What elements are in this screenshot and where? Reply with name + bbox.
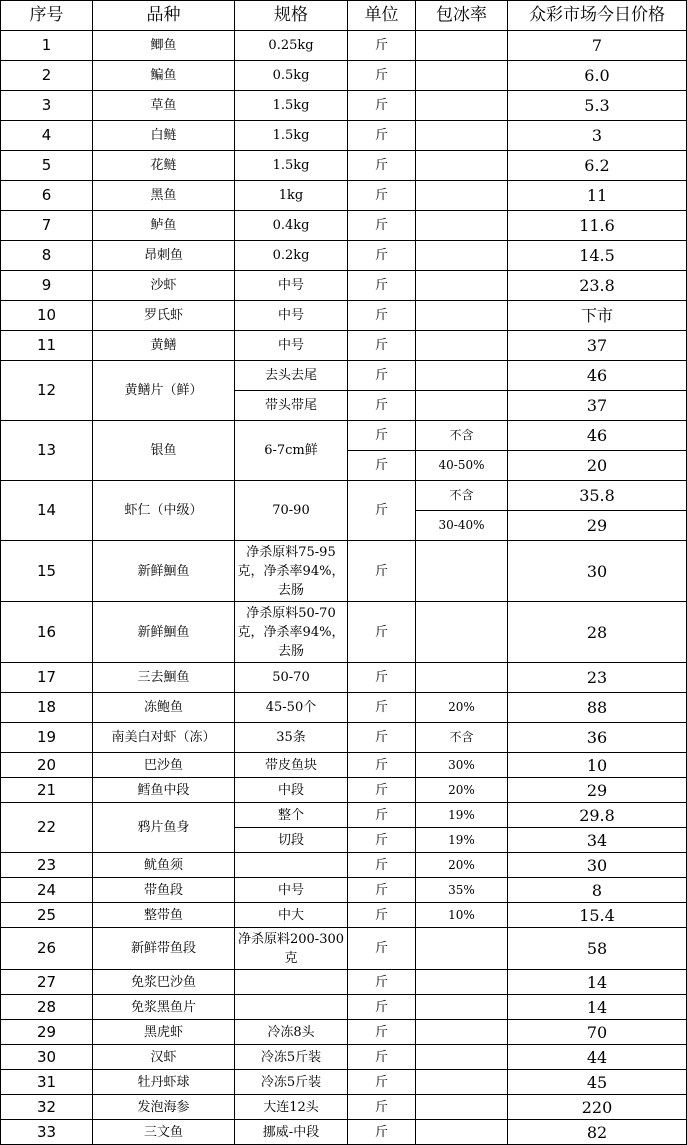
- row-number: 28: [1, 995, 93, 1020]
- unit-cell: 斤: [348, 1120, 416, 1145]
- unit-cell: 斤: [348, 853, 416, 878]
- unit-cell: 斤: [348, 778, 416, 803]
- unit-cell: 斤: [348, 181, 416, 211]
- price-cell: 29.8: [508, 803, 687, 828]
- table-row: [1, 331, 687, 361]
- unit-cell: 斤: [348, 878, 416, 903]
- ice-rate-cell: [416, 663, 508, 693]
- variety-cell: 鳕鱼中段: [93, 778, 235, 803]
- table-row: [1, 1020, 687, 1045]
- unit-cell: 斤: [348, 391, 416, 421]
- row-number: 14: [1, 481, 93, 541]
- row-number: 2: [1, 61, 93, 91]
- price-cell: 7: [508, 31, 687, 61]
- variety-cell: 南美白对虾（冻）: [93, 723, 235, 753]
- row-number: 4: [1, 121, 93, 151]
- header-variety: 品种: [93, 1, 235, 31]
- variety-cell: 三文鱼: [93, 1120, 235, 1145]
- price-cell: 下市: [508, 301, 687, 331]
- spec-cell: 中号: [235, 331, 348, 361]
- spec-cell: 中号: [235, 271, 348, 301]
- unit-cell: 斤: [348, 1095, 416, 1120]
- table-row: [1, 61, 687, 91]
- price-cell: 220: [508, 1095, 687, 1120]
- header-unit: 单位: [348, 1, 416, 31]
- table-row: [1, 903, 687, 928]
- spec-cell: 切段: [235, 828, 348, 853]
- price-cell: 23: [508, 663, 687, 693]
- row-number: 21: [1, 778, 93, 803]
- variety-cell: 整带鱼: [93, 903, 235, 928]
- header-no: 序号: [1, 1, 93, 31]
- variety-cell: 白鲢: [93, 121, 235, 151]
- ice-rate-cell: [416, 121, 508, 151]
- row-number: 22: [1, 803, 93, 853]
- ice-rate-cell: [416, 1070, 508, 1095]
- price-cell: 14: [508, 970, 687, 995]
- ice-rate-cell: 35%: [416, 878, 508, 903]
- table-row: [1, 995, 687, 1020]
- ice-rate-cell: [416, 970, 508, 995]
- table-row: [1, 778, 687, 803]
- spec-cell: 1.5kg: [235, 151, 348, 181]
- spec-cell: 净杀原料50-70克，净杀率94%，去肠: [235, 602, 348, 663]
- price-cell: 14.5: [508, 241, 687, 271]
- spec-cell: 中号: [235, 301, 348, 331]
- row-number: 24: [1, 878, 93, 903]
- unit-cell: 斤: [348, 451, 416, 481]
- unit-cell: 斤: [348, 31, 416, 61]
- table-row: [1, 723, 687, 753]
- row-number: 11: [1, 331, 93, 361]
- ice-rate-cell: [416, 61, 508, 91]
- price-cell: 36: [508, 723, 687, 753]
- spec-cell: 中号: [235, 878, 348, 903]
- spec-cell: [235, 995, 348, 1020]
- table-header-row: [1, 1, 687, 31]
- variety-cell: 银鱼: [93, 421, 235, 481]
- ice-rate-cell: 19%: [416, 803, 508, 828]
- ice-rate-cell: 20%: [416, 693, 508, 723]
- ice-rate-cell: 30%: [416, 753, 508, 778]
- ice-rate-cell: [416, 391, 508, 421]
- price-cell: 3: [508, 121, 687, 151]
- spec-cell: 70-90: [235, 481, 348, 541]
- variety-cell: 黄鳝: [93, 331, 235, 361]
- ice-rate-cell: [416, 211, 508, 241]
- row-number: 29: [1, 1020, 93, 1045]
- row-number: 10: [1, 301, 93, 331]
- variety-cell: 新鲜带鱼段: [93, 928, 235, 970]
- ice-rate-cell: [416, 1045, 508, 1070]
- row-number: 1: [1, 31, 93, 61]
- price-cell: 28: [508, 602, 687, 663]
- unit-cell: 斤: [348, 723, 416, 753]
- price-cell: 14: [508, 995, 687, 1020]
- row-number: 12: [1, 361, 93, 421]
- table-row: [1, 853, 687, 878]
- table-row: [1, 602, 687, 663]
- table-row: [1, 1095, 687, 1120]
- table-row: [1, 970, 687, 995]
- price-cell: 58: [508, 928, 687, 970]
- row-number: 27: [1, 970, 93, 995]
- spec-cell: 0.5kg: [235, 61, 348, 91]
- price-cell: 8: [508, 878, 687, 903]
- ice-rate-cell: [416, 928, 508, 970]
- variety-cell: 汉虾: [93, 1045, 235, 1070]
- price-cell: 15.4: [508, 903, 687, 928]
- unit-cell: 斤: [348, 1045, 416, 1070]
- price-cell: 45: [508, 1070, 687, 1095]
- variety-cell: 鱿鱼须: [93, 853, 235, 878]
- ice-rate-cell: 不含: [416, 421, 508, 451]
- unit-cell: 斤: [348, 1020, 416, 1045]
- row-number: 15: [1, 541, 93, 602]
- price-cell: 11: [508, 181, 687, 211]
- variety-cell: 巴沙鱼: [93, 753, 235, 778]
- header-ice: 包冰率: [416, 1, 508, 31]
- spec-cell: 35条: [235, 723, 348, 753]
- spec-cell: 1.5kg: [235, 91, 348, 121]
- header-spec: 规格: [235, 1, 348, 31]
- price-cell: 20: [508, 451, 687, 481]
- ice-rate-cell: 20%: [416, 778, 508, 803]
- unit-cell: 斤: [348, 928, 416, 970]
- price-cell: 37: [508, 391, 687, 421]
- unit-cell: 斤: [348, 211, 416, 241]
- variety-cell: 三去鮰鱼: [93, 663, 235, 693]
- unit-cell: 斤: [348, 753, 416, 778]
- variety-cell: 黑虎虾: [93, 1020, 235, 1045]
- table-row: [1, 121, 687, 151]
- ice-rate-cell: [416, 1020, 508, 1045]
- ice-rate-cell: [416, 241, 508, 271]
- variety-cell: 免浆黑鱼片: [93, 995, 235, 1020]
- spec-cell: 50-70: [235, 663, 348, 693]
- price-cell: 82: [508, 1120, 687, 1145]
- variety-cell: 新鲜鮰鱼: [93, 541, 235, 602]
- ice-rate-cell: [416, 995, 508, 1020]
- price-cell: 35.8: [508, 481, 687, 511]
- spec-cell: 冷冻8头: [235, 1020, 348, 1045]
- spec-cell: 6-7cm鲜: [235, 421, 348, 481]
- spec-cell: 挪威-中段: [235, 1120, 348, 1145]
- spec-cell: [235, 853, 348, 878]
- table-row: [1, 928, 687, 970]
- table-row: [1, 663, 687, 693]
- price-cell: 46: [508, 421, 687, 451]
- row-number: 30: [1, 1045, 93, 1070]
- ice-rate-cell: [416, 541, 508, 602]
- row-number: 16: [1, 602, 93, 663]
- row-number: 18: [1, 693, 93, 723]
- table-row: [1, 1045, 687, 1070]
- unit-cell: 斤: [348, 151, 416, 181]
- unit-cell: 斤: [348, 121, 416, 151]
- table-row: [1, 1070, 687, 1095]
- spec-cell: 冷冻5斤装: [235, 1070, 348, 1095]
- row-number: 7: [1, 211, 93, 241]
- header-price: 众彩市场今日价格: [508, 1, 687, 31]
- price-cell: 5.3: [508, 91, 687, 121]
- price-cell: 30: [508, 541, 687, 602]
- row-number: 31: [1, 1070, 93, 1095]
- ice-rate-cell: 30-40%: [416, 511, 508, 541]
- spec-cell: 大连12头: [235, 1095, 348, 1120]
- unit-cell: 斤: [348, 663, 416, 693]
- price-cell: 29: [508, 511, 687, 541]
- ice-rate-cell: 19%: [416, 828, 508, 853]
- table-row: [1, 181, 687, 211]
- table-row: [1, 241, 687, 271]
- spec-cell: 净杀原料75-95克，净杀率94%，去肠: [235, 541, 348, 602]
- row-number: 19: [1, 723, 93, 753]
- spec-cell: 带皮鱼块: [235, 753, 348, 778]
- variety-cell: 黄鳝片（鲜）: [93, 361, 235, 421]
- variety-cell: 草鱼: [93, 91, 235, 121]
- variety-cell: 鲫鱼: [93, 31, 235, 61]
- variety-cell: 冻鲍鱼: [93, 693, 235, 723]
- table-row: [1, 541, 687, 602]
- variety-cell: 发泡海参: [93, 1095, 235, 1120]
- table-row: [1, 151, 687, 181]
- ice-rate-cell: [416, 151, 508, 181]
- ice-rate-cell: [416, 91, 508, 121]
- ice-rate-cell: 10%: [416, 903, 508, 928]
- variety-cell: 罗氏虾: [93, 301, 235, 331]
- variety-cell: 鳊鱼: [93, 61, 235, 91]
- ice-rate-cell: [416, 331, 508, 361]
- spec-cell: 整个: [235, 803, 348, 828]
- table-row: [1, 211, 687, 241]
- price-cell: 30: [508, 853, 687, 878]
- unit-cell: 斤: [348, 331, 416, 361]
- variety-cell: 沙虾: [93, 271, 235, 301]
- unit-cell: 斤: [348, 828, 416, 853]
- ice-rate-cell: [416, 271, 508, 301]
- table-row: [1, 361, 687, 391]
- unit-cell: 斤: [348, 91, 416, 121]
- unit-cell: 斤: [348, 970, 416, 995]
- price-cell: 11.6: [508, 211, 687, 241]
- ice-rate-cell: 20%: [416, 853, 508, 878]
- price-cell: 37: [508, 331, 687, 361]
- ice-rate-cell: [416, 602, 508, 663]
- price-cell: 6.0: [508, 61, 687, 91]
- table-row: [1, 271, 687, 301]
- table-row: [1, 878, 687, 903]
- ice-rate-cell: 40-50%: [416, 451, 508, 481]
- row-number: 23: [1, 853, 93, 878]
- price-cell: 46: [508, 361, 687, 391]
- row-number: 32: [1, 1095, 93, 1120]
- variety-cell: 免浆巴沙鱼: [93, 970, 235, 995]
- unit-cell: 斤: [348, 803, 416, 828]
- unit-cell: 斤: [348, 1070, 416, 1095]
- table-row: [1, 31, 687, 61]
- unit-cell: 斤: [348, 995, 416, 1020]
- row-number: 6: [1, 181, 93, 211]
- unit-cell: 斤: [348, 301, 416, 331]
- unit-cell: 斤: [348, 541, 416, 602]
- spec-cell: 冷冻5斤装: [235, 1045, 348, 1070]
- table-row: [1, 753, 687, 778]
- unit-cell: 斤: [348, 241, 416, 271]
- table-row: [1, 421, 687, 451]
- price-cell: 29: [508, 778, 687, 803]
- table-row: [1, 803, 687, 828]
- ice-rate-cell: 不含: [416, 723, 508, 753]
- unit-cell: 斤: [348, 271, 416, 301]
- spec-cell: 45-50个: [235, 693, 348, 723]
- spec-cell: 中大: [235, 903, 348, 928]
- row-number: 8: [1, 241, 93, 271]
- price-cell: 23.8: [508, 271, 687, 301]
- price-cell: 70: [508, 1020, 687, 1045]
- spec-cell: 1.5kg: [235, 121, 348, 151]
- variety-cell: 花鲢: [93, 151, 235, 181]
- row-number: 26: [1, 928, 93, 970]
- table-row: [1, 693, 687, 723]
- row-number: 33: [1, 1120, 93, 1145]
- ice-rate-cell: [416, 31, 508, 61]
- spec-cell: 0.2kg: [235, 241, 348, 271]
- price-cell: 34: [508, 828, 687, 853]
- ice-rate-cell: [416, 1095, 508, 1120]
- variety-cell: 虾仁（中级）: [93, 481, 235, 541]
- ice-rate-cell: [416, 301, 508, 331]
- row-number: 5: [1, 151, 93, 181]
- spec-cell: 去头去尾: [235, 361, 348, 391]
- price-cell: 88: [508, 693, 687, 723]
- unit-cell: 斤: [348, 693, 416, 723]
- spec-cell: 带头带尾: [235, 391, 348, 421]
- spec-cell: 中段: [235, 778, 348, 803]
- spec-cell: 1kg: [235, 181, 348, 211]
- price-cell: 6.2: [508, 151, 687, 181]
- row-number: 3: [1, 91, 93, 121]
- ice-rate-cell: [416, 361, 508, 391]
- spec-cell: 0.25kg: [235, 31, 348, 61]
- unit-cell: 斤: [348, 361, 416, 391]
- ice-rate-cell: 不含: [416, 481, 508, 511]
- spec-cell: [235, 970, 348, 995]
- row-number: 9: [1, 271, 93, 301]
- price-cell: 44: [508, 1045, 687, 1070]
- spec-cell: 0.4kg: [235, 211, 348, 241]
- unit-cell: 斤: [348, 903, 416, 928]
- variety-cell: 黑鱼: [93, 181, 235, 211]
- row-number: 25: [1, 903, 93, 928]
- price-cell: 10: [508, 753, 687, 778]
- table-row: [1, 481, 687, 511]
- spec-cell: 净杀原料200-300克: [235, 928, 348, 970]
- row-number: 20: [1, 753, 93, 778]
- row-number: 13: [1, 421, 93, 481]
- ice-rate-cell: [416, 181, 508, 211]
- variety-cell: 昂刺鱼: [93, 241, 235, 271]
- unit-cell: 斤: [348, 602, 416, 663]
- variety-cell: 牡丹虾球: [93, 1070, 235, 1095]
- variety-cell: 新鲜鮰鱼: [93, 602, 235, 663]
- row-number: 17: [1, 663, 93, 693]
- unit-cell: 斤: [348, 61, 416, 91]
- variety-cell: 带鱼段: [93, 878, 235, 903]
- table-row: [1, 91, 687, 121]
- table-row: [1, 301, 687, 331]
- variety-cell: 鸦片鱼身: [93, 803, 235, 853]
- variety-cell: 鲈鱼: [93, 211, 235, 241]
- unit-cell: 斤: [348, 481, 416, 541]
- unit-cell: 斤: [348, 421, 416, 451]
